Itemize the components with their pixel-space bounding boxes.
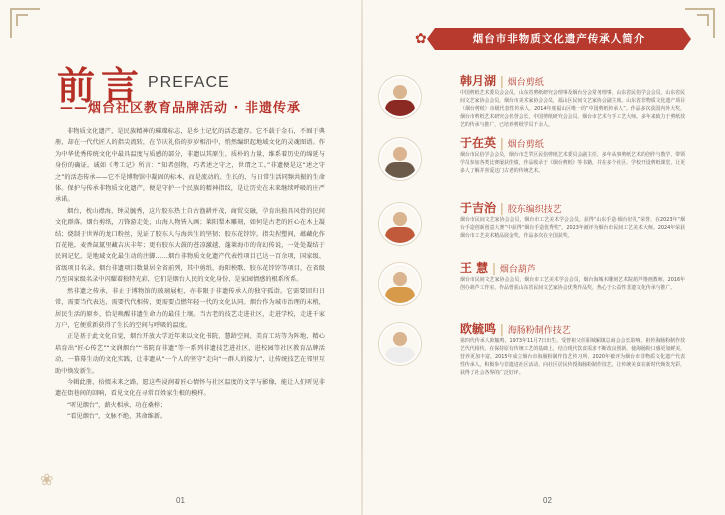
inheritor-name: 欧毓鸣 | 海肠粉制作技艺 <box>460 322 571 336</box>
fret-corner-ornament-icon <box>10 8 40 38</box>
portrait-photo <box>381 205 419 243</box>
inheritor-bio: 烟台市民间文艺家协会会员，烟台市工艺美术学会会员，烟台海城木雕刻艺术院葫芦烙画教师，2016年创办葫芦工作室，作品曾获山东省民间文艺家协会优秀作品奖，热心于公益性非遗文化传承与推广。 <box>460 277 685 291</box>
inheritor-bio: 第四代传承人欧毓鸣，1973年11月7日出生。受曾祖父任职城厢镇总商会会长影响，祖传海肠粉制作技艺代代相传。在保持原有传统工艺的基础上，结合现代饮食需求不断改良创新，使海肠粉口感更加鲜美，营养更加丰富。2015年成立烟台市海肠粉制作技艺传习所，2020年被评为烟台市非物质文化遗产代表性传承人。积极参与非遗进社区活动，向社区居民传授海肠粉制作技艺，让传统美食在新时代焕发光彩，获得了社会各界的广泛好评。 <box>460 338 685 376</box>
portrait-photo <box>381 140 419 178</box>
inheritor-name: 于吉治 | 胶东编织技艺 <box>460 201 562 215</box>
paragraph: “看见烟台”，文脉不绝，其命维新。 <box>67 413 167 421</box>
page-number-left: 01 <box>176 496 185 505</box>
preface-body <box>55 126 325 423</box>
paragraph: “听见烟台”，薪火相承，功在桑梓； <box>67 401 167 409</box>
portrait-photo <box>381 78 419 116</box>
paragraph: 烟台，枕山襟海，钟灵毓秀，这片胶东热土自古渔耕并茂，商贸交融，孕育出独具风骨的民间文化群落。烟台剪纸，刀锋游走处，山海人物皆入画；莱阳梨木雕刻，如何是古老的匠心在木上凝结；烧制于世界的龙口粉丝，见证了胶东人与海共生的坚韧；胶东花饽饽，指尖捏塑间，蕴藏化作百花艳，麦香氤氲里藏吉庆丰年；更有胶东大鼓的苍凉激越、蓬莱海市的奇幻传说，一处处凝结于民间记忆，是地域文化最生动的注脚……烟台非物质文化遗产代表性项目已达一百余项，国家级、省级项目名录。烟台非遗项目数量居全省前列，其中剪纸、海阳秧歌、胶东花饽饽等项目，在省级乃至国家级名录中闪耀着独特光彩，它们是烟台人民的文化身份，是家园情感的根系所系。 <box>55 207 325 284</box>
inheritor-bio: 烟台市民间文艺家协会会员，烟台市工艺美术学会会员。获得“山东手造·烟台好礼”荣誉，在2023年“烟台手造创新创意大赛”中获得“烟台手造优秀奖”。2023年被评为烟台市民间工艺美术大师。2024年荣获烟台市工艺美术精品展金奖，作品多次在全国获奖。 <box>460 217 685 239</box>
paragraph: 然非遗之传承，非止于博物馆的玻璃展柜，亦非限于非遗传承人的独守孤诣。它需要回归日常，需要当代表达，需要代代相传，更需要点燃年轻一代的文化认同。烟台作为城市治理的末梢，居民生活的原乡，恰是唤醒非遗生命力的最佳土壤。当古老的技艺走进社区，走进学校，走进千家万户，它便重新获得了生长的空间与呼吸的温度。 <box>55 287 325 329</box>
inheritor-name: 于在英 | 烟台剪纸 <box>460 136 544 150</box>
section-banner: 烟台市非物质文化遗产传承人简介 <box>435 28 683 50</box>
paragraph: 非物质文化遗产，是民族精神的璀璨标志，是乡土记忆的活态遗存。它不载于金石，不囿于典册，却在一代代匠人的指尖流转，在节庆礼俗的岁岁相沿中，悄然编织起地域文化的灵魂图谱。作为中华优秀传统文化中最具温度与质感的部分，非遗以其原生、质朴的力量，维系着历史的绵延与身份的确证。诚如《考工记》所言：“知者创物，巧者述之守之，世谓之工。”非遗便是这“述之守之”的活态传承——它不是博物馆中凝固的标本，而是流动的、生长的、与日常生活同频共振的生命体。保护与传承非物质文化遗产，便是守护一个民族的精神指纹，是让历史在未来继续呼吸的庄严承诺。 <box>55 128 325 204</box>
plum-blossom-icon: ✿ <box>415 31 427 47</box>
page-number-right: 02 <box>543 496 552 505</box>
paragraph: 正是基于此文化自觉，烟台开放大学近年来以文化书院、慧龄空间、美育工坊等为阵地，精心培育出“匠心传艺”“文润烟台”“书院育非遗”等一系列非遗技艺进社区、进校园等社区教育品牌活动，一幕幕生动的文化实践，让非遗从“一个人的坚守”走向“一群人的接力”，让传统技艺在邻里互助中焕发新生。 <box>55 333 325 375</box>
inheritor-bio: 中国剪纸艺术委员会会员，山东省剪纸研究会理事及烟台分会常务理事，山东省民俗学会会员，山东省民间文艺家协会会员，烟台市美术家协会会员，福山区民间文艺家协会副主席。山东省非物质文化遗产项目（烟台剪纸）市级代表性传承人，2014年度福山区唯一的“中国剪纸传承人”。作品多次获国内外大奖，烟台市剪纸艺术研究会名誉会长，中国剪纸研究会会员，烟台市艺术与手工艺大师。多年来致力于剪纸技艺的传承与推广，已培养剪纸学员千余人。 <box>460 90 685 128</box>
inheritor-name: 王 慧 | 烟台葫芦 <box>460 261 536 275</box>
preface-subtitle: ——烟台社区教育品牌活动 · 非遗传承 <box>60 101 301 116</box>
lotus-decoration-icon: ❀ <box>40 470 54 489</box>
preface-title: 前言 <box>57 63 146 108</box>
portrait-photo <box>381 325 419 363</box>
portrait-photo <box>381 265 419 303</box>
inheritor-bio: 烟台市民俗学会会员，烟台市芝罘区民俗剪纸艺术委员会副主任，多年从事剪纸艺术的创作与教学，带领学员参加各类比赛屡获佳绩，作品收录于《烟台剪纸》等书籍，并在多个社区、学校开设剪纸课堂，让更多人了解并喜爱这门古老的传统艺术。 <box>460 152 685 174</box>
right-page <box>363 0 725 515</box>
preface-title-en: PREFACE <box>148 74 230 91</box>
inheritor-name: 韩月湖 | 烟台剪纸 <box>460 74 544 88</box>
paragraph: 今辑此册，拾掇未来之路，愿这些浸润着匠心情怀与社区温度的文字与影像，能让人们听见非遗在街巷间的回响，看见文化在寻常百姓家生根的模样。 <box>55 378 325 398</box>
left-page <box>0 0 362 515</box>
